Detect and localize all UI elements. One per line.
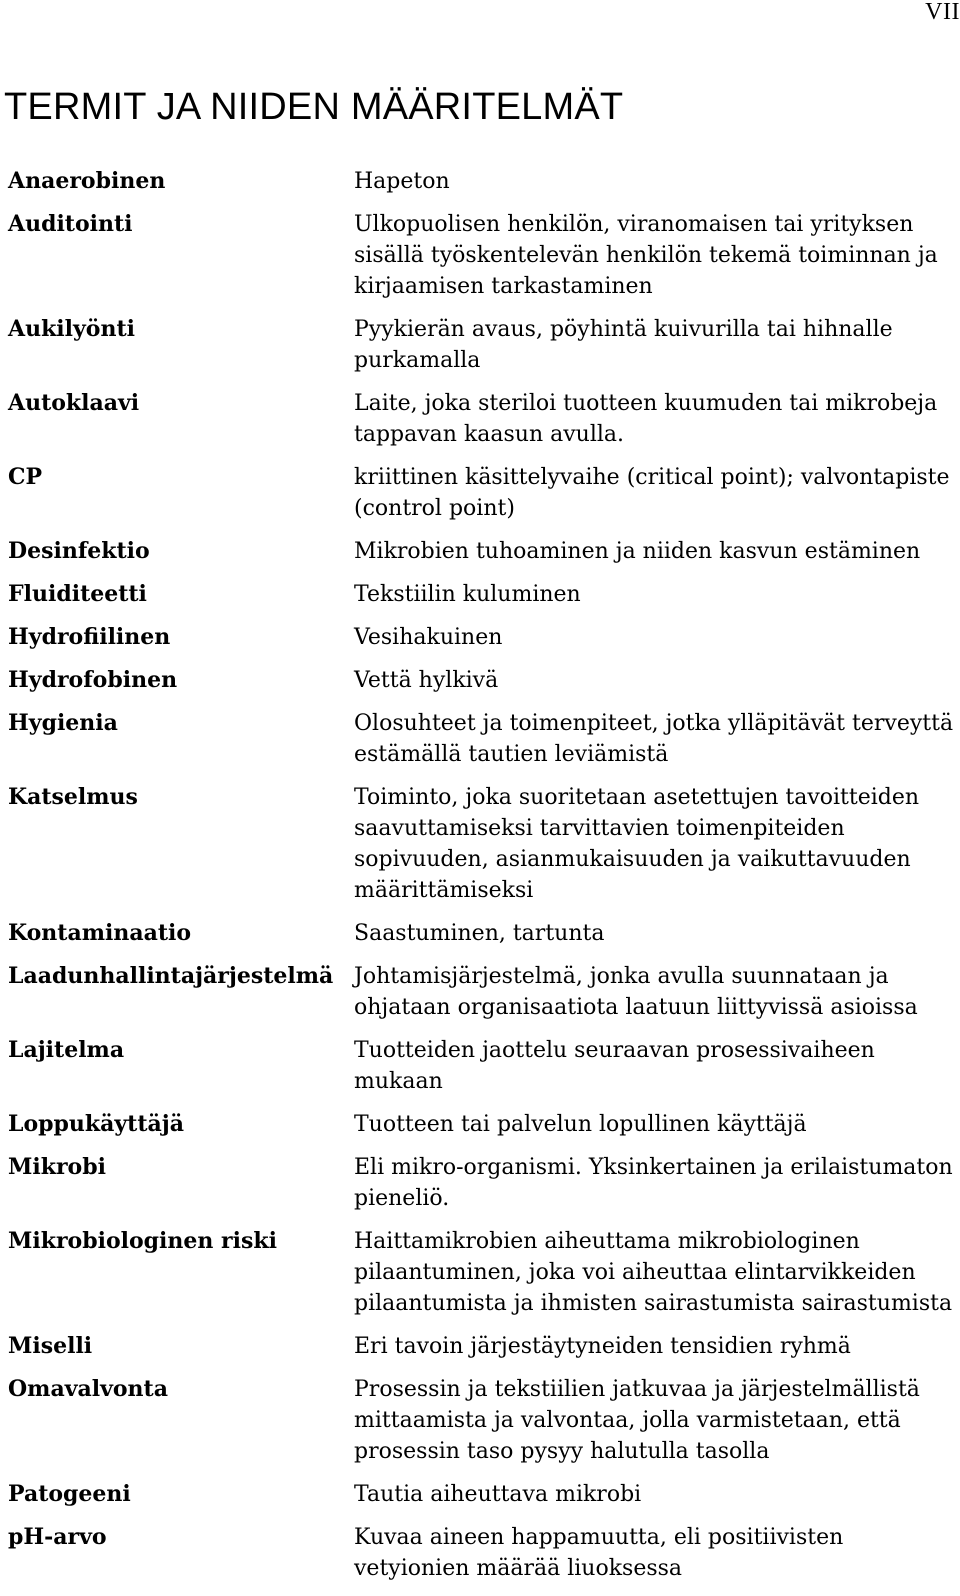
glossary-term: Hygienia (8, 710, 118, 736)
glossary-entry (0, 209, 960, 302)
glossary-definition: Johtamisjärjestelmä, jonka avulla suunnataan ja ohjataan organisaatiota laatuun liittyvissä asioissa (354, 964, 918, 1020)
glossary-entry (0, 1331, 960, 1362)
glossary-definition: Kuvaa aineen happamuutta, eli positiivisten vetyionien määrää liuoksessa (354, 1525, 844, 1581)
glossary-term: Omavalvonta (8, 1376, 168, 1402)
glossary-definition: Tekstiilin kuluminen (354, 582, 581, 607)
glossary-term: Autoklaavi (8, 390, 140, 416)
glossary-term: Mikrobiologinen riski (8, 1228, 277, 1254)
glossary-definition: Tuotteen tai palvelun lopullinen käyttäjä (354, 1112, 807, 1137)
glossary-definition: Prosessin ja tekstiilien jatkuvaa ja järjestelmällistä mittaamista ja valvontaa, jolla varmistetaan, että prosessin taso pysyy halutulla tasolla (354, 1377, 920, 1464)
glossary-definition: Ulkopuolisen henkilön, viranomaisen tai yrityksen sisällä työskentelevän henkilön tekemä toiminnan ja kirjaamisen tarkastaminen (354, 212, 938, 299)
glossary-entry (0, 782, 960, 906)
glossary-term: Katselmus (8, 784, 138, 810)
glossary-definition: Olosuhteet ja toimenpiteet, jotka ylläpitävät terveyttä estämällä tautien leviämistä (354, 711, 954, 767)
glossary-entry (0, 314, 960, 376)
page-number: VII (925, 0, 960, 25)
glossary-definition: Haittamikrobien aiheuttama mikrobiologinen pilaantuminen, joka voi aiheuttaa elintarvikkeiden pilaantumista ja ihmisten sairastumista sairastumista (354, 1229, 953, 1316)
glossary-entry (0, 1522, 960, 1584)
glossary-definition: Vesihakuinen (354, 625, 503, 650)
glossary-definition: Toiminto, joka suoritetaan asetettujen tavoitteiden saavuttamiseksi tarvittavien toimenpiteiden sopivuuden, asianmukaisuuden ja vaikuttavuuden määrittämiseksi (354, 785, 920, 903)
page-title: TERMIT JA NIIDEN MÄÄRITELMÄT (4, 86, 624, 128)
glossary-entry (0, 1109, 960, 1140)
glossary-term: Patogeeni (8, 1481, 131, 1507)
glossary-term: Desinfektio (8, 538, 150, 564)
glossary-definition: Tuotteiden jaottelu seuraavan prosessivaiheen mukaan (354, 1038, 875, 1094)
glossary-definition: Eri tavoin järjestäytyneiden tensidien ryhmä (354, 1334, 851, 1359)
glossary-definition: Vettä hylkivä (354, 668, 499, 693)
glossary-definition: kriittinen käsittelyvaihe (critical point); valvontapiste (control point) (354, 465, 950, 521)
glossary-definition: Saastuminen, tartunta (354, 921, 605, 946)
glossary-term: Laadunhallintajärjestelmä (8, 963, 334, 989)
glossary-term: Miselli (8, 1333, 93, 1359)
glossary-entry (0, 1152, 960, 1214)
glossary-entry (0, 622, 960, 653)
glossary-definition: Mikrobien tuhoaminen ja niiden kasvun estäminen (354, 539, 921, 564)
glossary-definition: Pyykierän avaus, pöyhintä kuivurilla tai hihnalle purkamalla (354, 317, 893, 373)
glossary-entry (0, 665, 960, 696)
glossary-term: pH-arvo (8, 1524, 107, 1550)
glossary-definition: Tautia aiheuttava mikrobi (354, 1482, 642, 1507)
glossary-entry (0, 1479, 960, 1510)
glossary-term: Loppukäyttäjä (8, 1111, 184, 1137)
glossary-list (0, 166, 960, 1596)
glossary-entry (0, 1226, 960, 1319)
glossary-term: Lajitelma (8, 1037, 125, 1063)
glossary-entry (0, 961, 960, 1023)
glossary-term: Hydrofiilinen (8, 624, 171, 650)
glossary-definition: Hapeton (354, 169, 450, 194)
glossary-entry (0, 708, 960, 770)
glossary-entry (0, 166, 960, 197)
glossary-entry (0, 388, 960, 450)
glossary-definition: Laite, joka steriloi tuotteen kuumuden tai mikrobeja tappavan kaasun avulla. (354, 391, 938, 447)
glossary-term: Aukilyönti (8, 316, 135, 342)
glossary-definition: Eli mikro-organismi. Yksinkertainen ja erilaistumaton pieneliö. (354, 1155, 953, 1211)
glossary-term: Kontaminaatio (8, 920, 192, 946)
glossary-term: CP (8, 464, 43, 490)
glossary-term: Anaerobinen (8, 168, 166, 194)
glossary-entry (0, 1374, 960, 1467)
glossary-term: Auditointi (8, 211, 133, 237)
glossary-entry (0, 579, 960, 610)
glossary-entry (0, 536, 960, 567)
glossary-term: Mikrobi (8, 1154, 106, 1180)
glossary-term: Hydrofobinen (8, 667, 178, 693)
glossary-entry (0, 1035, 960, 1097)
glossary-term: Fluiditeetti (8, 581, 147, 607)
glossary-entry (0, 918, 960, 949)
glossary-entry (0, 462, 960, 524)
